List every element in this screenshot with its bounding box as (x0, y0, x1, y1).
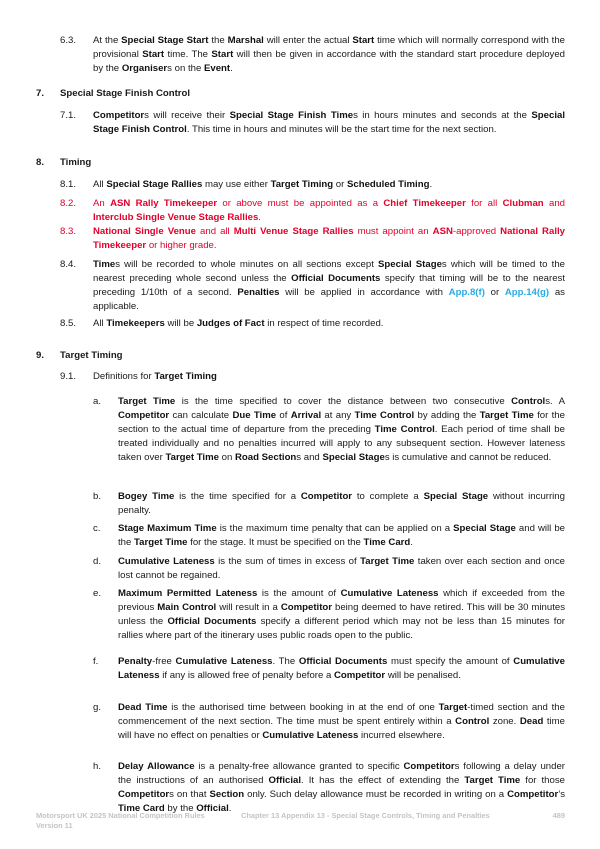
defined-term: Official (268, 775, 302, 786)
body-text: taken over each section and once lost cannot be regained. (118, 556, 565, 581)
clause-number: f. (93, 656, 99, 667)
body-text: All (93, 179, 107, 190)
body-text: in respect of time recorded. (264, 318, 384, 329)
defined-term: Marshal (227, 35, 264, 46)
body-text: specify a different period which may not be less than 15 minutes for rallies where part of the itinerary uses public roads open to the public. (118, 616, 565, 641)
defined-term: National Single Venue (93, 226, 196, 237)
body-text: of (276, 410, 291, 421)
defined-term: Official Documents (167, 616, 257, 627)
body-text: being deemed to have retired. This will be 30 minutes unless the (118, 602, 566, 627)
body-text: time which will normally correspond with the provisional (93, 35, 565, 60)
body-text: All (93, 318, 107, 329)
body-text: -timed section and the commencement of the next section. The time must be spent entirely within a (118, 702, 565, 727)
body-text: by adding the (414, 410, 480, 421)
body-text: is the time specified for a (174, 491, 301, 502)
defined-term: Start (142, 49, 165, 60)
defined-term: Interclub Single Venue Stage Rallies (93, 212, 259, 223)
body-text: time will have no effect on penalties or (118, 716, 565, 741)
body-text: is the amount of (257, 588, 341, 599)
body-text: s will receive their (144, 110, 230, 121)
defined-term: Timekeepers (106, 318, 165, 329)
body-text: Definitions for (93, 371, 155, 382)
body-text: is the sum of times in excess of (214, 556, 361, 567)
defined-term: Stage Maximum Time (118, 523, 217, 534)
body-text: must appoint an (353, 226, 433, 237)
clause-number: 8.5. (60, 318, 77, 329)
defined-term: Due Time (232, 410, 277, 421)
body-text: . (228, 803, 232, 814)
defined-term: Cumulative Lateness (175, 656, 273, 667)
defined-term: Control (455, 716, 490, 727)
defined-term: Control (511, 396, 546, 407)
body-text: by the (164, 803, 197, 814)
footer-title: Motorsport UK 2025 National Competition Rules (36, 811, 205, 820)
clause-number: e. (93, 588, 102, 599)
defined-term: Multi Venue Stage Rallies (233, 226, 354, 237)
body-text: . The (272, 656, 299, 667)
defined-term: Time Card (363, 537, 411, 548)
defined-term: Competitor (333, 670, 386, 681)
body-text: s on that (169, 789, 210, 800)
clause-8-2 (36, 197, 565, 225)
body-text: for the section to the actual time of departure from the preceding (118, 410, 565, 435)
body-text: and all (195, 226, 234, 237)
defined-term: Organiser (121, 63, 168, 74)
footer-publication (36, 811, 205, 831)
defined-term: ASN Rally Timekeeper (110, 198, 218, 209)
defined-term: Target Time (165, 452, 219, 463)
definition-a-target-time (36, 395, 565, 465)
defined-term: Special Stage Finish Time (229, 110, 354, 121)
defined-term: Target Time (479, 410, 534, 421)
defined-term: Cumulative Lateness (118, 556, 215, 567)
body-text: is a penalty-free allowance granted to specific (194, 761, 404, 772)
body-text: . (230, 63, 233, 74)
defined-term: Official Documents (291, 273, 381, 284)
defined-term: Clubman (502, 198, 544, 209)
clause-8-5 (36, 317, 565, 331)
body-text: and (543, 198, 565, 209)
defined-term: Target Timing (154, 371, 217, 382)
defined-term: Start (211, 49, 234, 60)
body-text: . This time in hours and minutes will be the start time for the next section. (186, 124, 497, 135)
body-text: will result in a (216, 602, 281, 613)
clause-7-1 (36, 109, 565, 137)
body-text: specify that timing will be to the nearest preceding 1/10th of a second. (93, 273, 565, 298)
defined-term: Road Section (234, 452, 297, 463)
body-text: must specify the amount of (387, 656, 514, 667)
defined-term: Competitor (507, 789, 559, 800)
clause-number: 8.4. (60, 259, 77, 270)
body-text: zone. (489, 716, 520, 727)
defined-term: Competitor (403, 761, 455, 772)
section-title: Timing (60, 157, 92, 168)
body-text: will be (164, 318, 197, 329)
defined-term: Target (438, 702, 468, 713)
clause-number: 8.1. (60, 179, 77, 190)
body-text: is the time specified to cover the distance between two consecutive (175, 396, 512, 407)
body-text: for the stage. It must be specified on the (187, 537, 364, 548)
clause-number: 6.3. (60, 35, 77, 46)
section-8-heading (36, 156, 565, 170)
footer-chapter: Chapter 13 Appendix 13 - Special Stage Controls, Timing and Penalties (241, 811, 490, 820)
body-text: may use either (202, 179, 271, 190)
defined-term: Penalties (237, 287, 280, 298)
defined-term: Special Stage Rallies (106, 179, 203, 190)
clause-number: 8.3. (60, 226, 77, 237)
defined-term: Delay Allowance (118, 761, 195, 772)
clause-9-1 (36, 370, 565, 384)
body-text: will be penalised. (385, 670, 461, 681)
body-text: on (218, 452, 235, 463)
defined-term: Main Control (157, 602, 217, 613)
clause-number: a. (93, 396, 102, 407)
footer-version: Version 11 (36, 821, 73, 830)
body-text: s and (296, 452, 323, 463)
defined-term: Competitor (300, 491, 353, 502)
definition-d-cumulative-lateness (36, 555, 565, 583)
section-title: Target Timing (60, 350, 123, 361)
body-text: . Each period of time shall be treated individually and no penalties incurred will apply to any subsequent section. However lateness taken over (118, 424, 565, 463)
defined-term: Time Card (118, 803, 165, 814)
defined-term: Scheduled Timing (347, 179, 430, 190)
defined-term: Special Stage Finish Control (93, 110, 566, 135)
body-text: for all (465, 198, 503, 209)
defined-term: Target Timing (270, 179, 334, 190)
body-text: without incurring penalty. (118, 491, 565, 516)
clause-number: 8. (36, 157, 45, 168)
body-text: s. A (545, 396, 565, 407)
defined-term: Cumulative Lateness (340, 588, 439, 599)
defined-term: National Rally Timekeeper (93, 226, 565, 251)
body-text: . (410, 537, 413, 548)
body-text: the (208, 35, 228, 46)
defined-term: Bogey Time (118, 491, 175, 502)
defined-term: Dead (519, 716, 544, 727)
clause-number: c. (93, 523, 101, 534)
clause-8-1 (36, 178, 565, 192)
section-7-heading (36, 87, 565, 101)
body-text: s following a delay under the instructions of an authorised (118, 761, 565, 786)
defined-term: Official (196, 803, 229, 814)
body-text: s which will be timed to the nearest preceding whole second unless the (93, 259, 565, 284)
defined-term: Competitor (280, 602, 332, 613)
body-text: time. The (164, 49, 212, 60)
body-text: -approved (452, 226, 501, 237)
defined-term: Special Stage (322, 452, 385, 463)
body-text: or (484, 287, 505, 298)
clause-number: d. (93, 556, 102, 567)
definition-c-stage-maximum-time (36, 522, 565, 550)
body-text: will then be given in accordance with the standard start procedure deployed by the (93, 49, 566, 74)
body-text: which if exceeded from the previous (118, 588, 565, 613)
defined-term: Start (352, 35, 375, 46)
body-text: if any is allowed free of penalty before a (159, 670, 334, 681)
body-text: and will be the (118, 523, 565, 548)
body-text: s in hours minutes and seconds at the (353, 110, 532, 121)
body-text: or higher grade. (146, 240, 217, 251)
defined-term: Time (93, 259, 116, 270)
defined-term: Special Stage (453, 523, 516, 534)
defined-term: Competitor (118, 789, 170, 800)
body-text: ’s (558, 789, 566, 800)
clause-8-3 (36, 225, 565, 253)
defined-term: Time Control (374, 424, 435, 435)
clause-6-3 (36, 34, 565, 76)
body-text: or (333, 179, 347, 190)
body-text: . It has the effect of extending the (301, 775, 465, 786)
body-text: -free (152, 656, 176, 667)
body-text: for those (520, 775, 565, 786)
body-text: s on the (167, 63, 204, 74)
body-text: An (93, 198, 111, 209)
clause-number: b. (93, 491, 102, 502)
defined-term: Cumulative Lateness (118, 656, 565, 681)
body-text: incurred elsewhere. (358, 730, 445, 741)
defined-term: Special Stage (378, 259, 442, 270)
body-text: . (258, 212, 261, 223)
definition-h-delay-allowance (36, 760, 565, 816)
defined-term: ASN (432, 226, 453, 237)
definition-e-maximum-permitted-lateness (36, 587, 565, 643)
section-9-heading (36, 349, 565, 363)
definition-g-dead-time (36, 701, 565, 743)
defined-term: Special Stage Start (121, 35, 209, 46)
body-text: . (429, 179, 433, 190)
defined-term: Competitor (93, 110, 145, 121)
clause-number: 8.2. (60, 198, 77, 209)
defined-term: Special Stage (423, 491, 489, 502)
defined-term: Target Time (360, 556, 415, 567)
defined-term: Target Time (118, 396, 176, 407)
body-text: can calculate (169, 410, 233, 421)
cross-reference-link[interactable]: App.8(f) (448, 287, 485, 298)
defined-term: Target Time (464, 775, 521, 786)
defined-term: Event (203, 63, 231, 74)
body-text: is the authorised time between booking in at the end of one (167, 702, 439, 713)
defined-term: Chief Timekeeper (383, 198, 466, 209)
body-text: s will be recorded to whole minutes on all sections except (115, 259, 379, 270)
body-text: will be applied in accordance with (279, 287, 449, 298)
body-text: as applicable. (93, 287, 565, 312)
defined-term: Judges of Fact (196, 318, 265, 329)
body-text: or above must be appointed as a (217, 198, 384, 209)
clause-number: 9. (36, 350, 45, 361)
clause-number: 7. (36, 88, 45, 99)
clause-number: 7.1. (60, 110, 77, 121)
body-text: is the maximum time penalty that can be applied on a (216, 523, 454, 534)
footer-page-number: 489 (552, 811, 565, 820)
defined-term: Time Control (354, 410, 415, 421)
defined-term: Official Documents (298, 656, 388, 667)
clause-number: g. (93, 702, 102, 713)
defined-term: Cumulative Lateness (262, 730, 359, 741)
definition-f-penalty-free-lateness (36, 655, 565, 683)
defined-term: Section (209, 789, 245, 800)
defined-term: Dead Time (118, 702, 168, 713)
body-text: to complete a (352, 491, 424, 502)
definition-b-bogey-time (36, 490, 565, 518)
body-text: At the (93, 35, 122, 46)
section-title: Special Stage Finish Control (60, 88, 191, 99)
defined-term: Penalty (118, 656, 153, 667)
defined-term: Target Time (134, 537, 188, 548)
defined-term: Arrival (290, 410, 322, 421)
clause-8-4 (36, 258, 565, 314)
body-text: only. Such delay allowance must be recorded in writing on a (244, 789, 508, 800)
body-text: at any (321, 410, 355, 421)
body-text: will enter the actual (263, 35, 353, 46)
body-text: s is cumulative and cannot be reduced. (384, 452, 552, 463)
clause-number: 9.1. (60, 371, 77, 382)
cross-reference-link[interactable]: App.14(g) (504, 287, 550, 298)
clause-number: h. (93, 761, 102, 772)
defined-term: Competitor (118, 410, 170, 421)
defined-term: Maximum Permitted Lateness (118, 588, 258, 599)
